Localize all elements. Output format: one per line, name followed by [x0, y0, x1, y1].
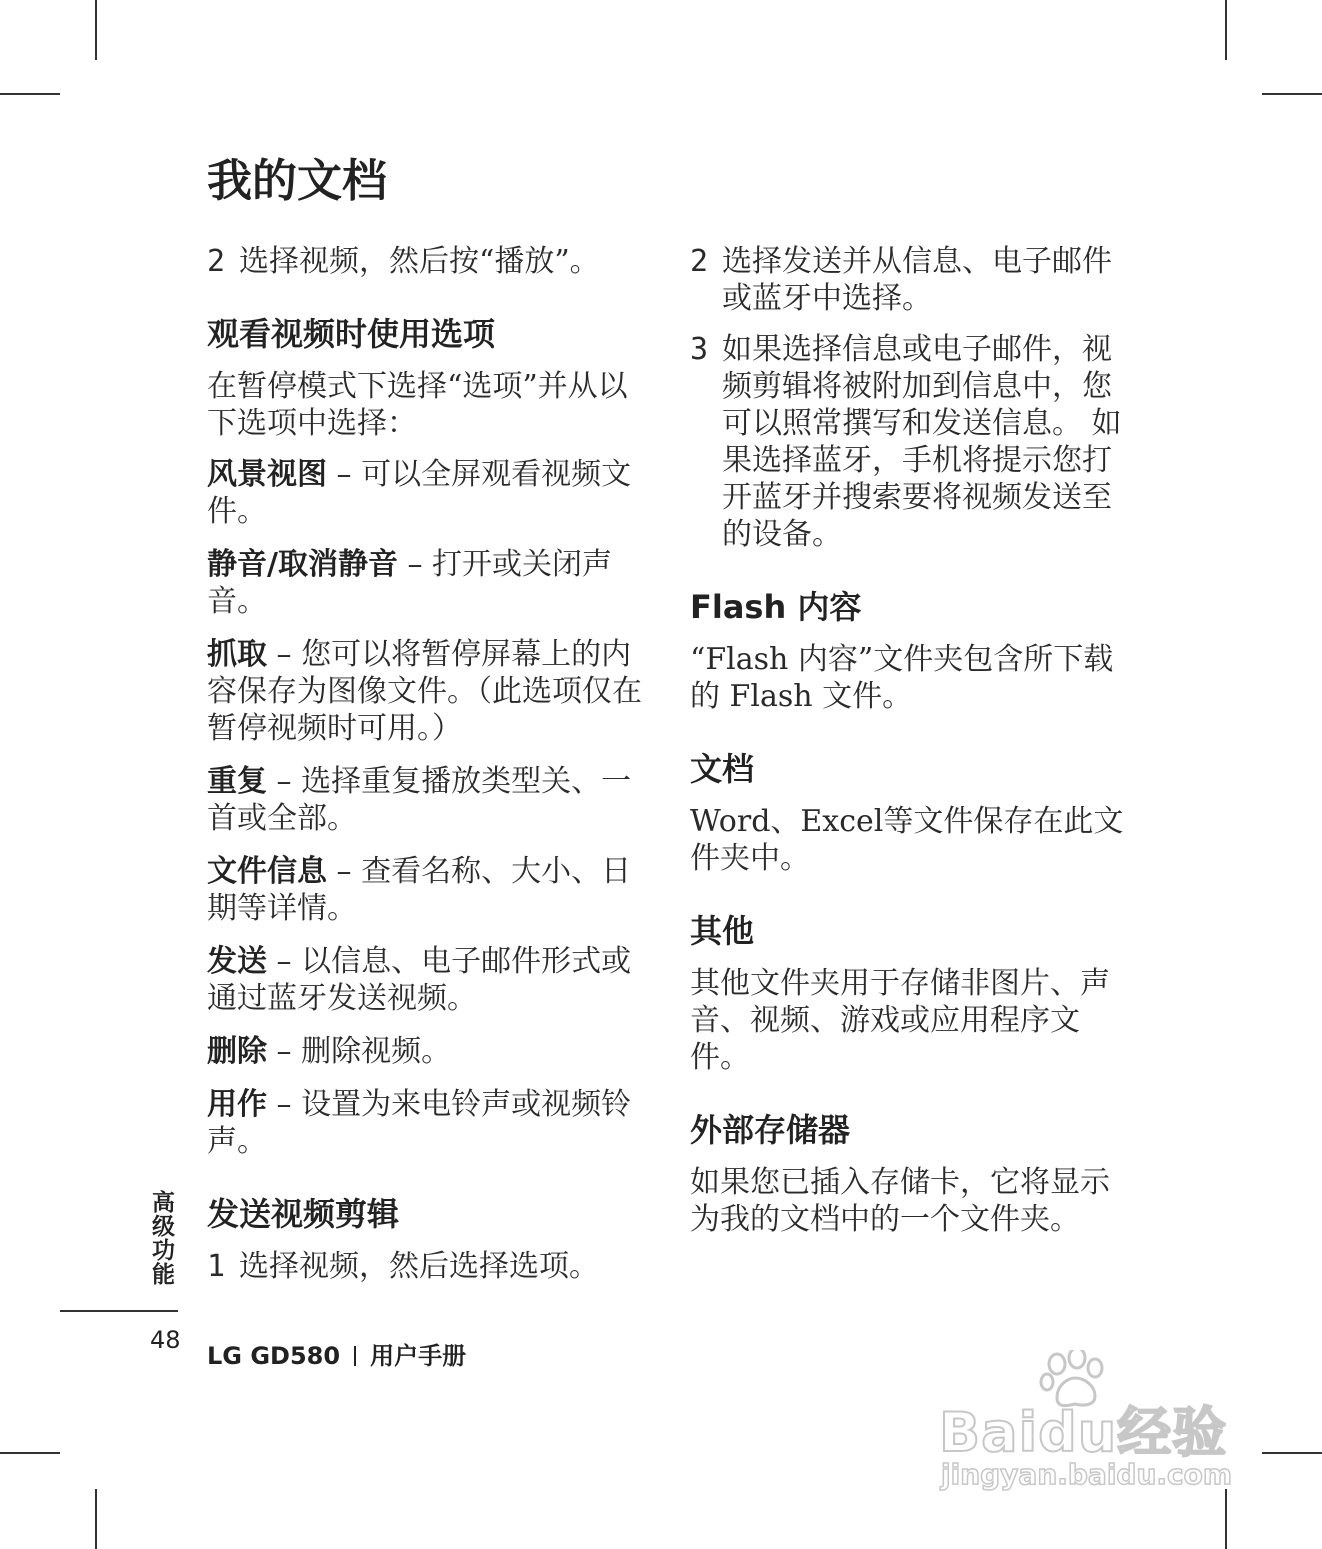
step-text: 选择视频，然后选择选项。: [239, 1249, 599, 1284]
option-desc: – 您可以将暂停屏幕上的内容保存为图像文件。（此选项仅在暂停视频时可用。）: [207, 637, 642, 746]
option-term: 抓取: [207, 637, 267, 672]
option-desc: – 删除视频。: [267, 1034, 452, 1069]
option-item: [207, 943, 652, 1017]
step-number: 3: [690, 332, 709, 367]
step-item: [690, 243, 1135, 317]
crop-mark: [0, 1452, 60, 1454]
section-body: 其他文件夹用于存储非图片、声音、视频、游戏或应用程序文件。: [690, 966, 1110, 1075]
option-term: 发送: [207, 944, 267, 979]
left-column: [207, 243, 652, 1299]
footer-manual: 用户手册: [370, 1342, 467, 1370]
section-heading: 文档: [690, 750, 755, 788]
option-item: [207, 546, 652, 620]
option-term: 删除: [207, 1034, 267, 1069]
crop-mark: [1225, 0, 1227, 60]
option-desc: – 打开或关闭声音。: [207, 547, 613, 619]
section-body: 如果您已插入存储卡，它将显示为我的文档中的一个文件夹。: [690, 1165, 1110, 1237]
section-intro: 在暂停模式下选择“选项”并从以下选项中选择：: [207, 369, 628, 441]
section-heading: 其他: [690, 912, 755, 950]
option-term: 风景视图: [207, 457, 327, 492]
option-desc: – 以信息、电子邮件形式或通过蓝牙发送视频。: [207, 944, 632, 1016]
watermark: [935, 1350, 1245, 1500]
option-item: [207, 636, 652, 747]
side-divider: [60, 1310, 178, 1312]
crop-mark: [0, 93, 60, 95]
chapter-side-label: 高级功能: [148, 1190, 174, 1286]
section-heading: Flash 内容: [690, 588, 862, 626]
section-body: “Flash 内容”文件夹包含所下载的 Flash 文件。: [690, 642, 1114, 714]
option-item: [207, 1086, 652, 1160]
crop-mark: [1262, 93, 1322, 95]
step-item: [690, 331, 1135, 553]
crop-mark: [1262, 1452, 1322, 1454]
watermark-brand: Baidu经验: [939, 1401, 1228, 1464]
footer-separator: [354, 1346, 356, 1366]
step-text: 如果选择信息或电子邮件，视频剪辑将被附加到信息中，您可以照常撰写和发送信息。 如果选择蓝牙，手机将提示您打开蓝牙并搜索要将视频发送至的设备。: [722, 332, 1122, 552]
option-term: 用作: [207, 1087, 267, 1122]
crop-mark: [95, 1489, 97, 1549]
watermark-url: jingyan.baidu.com: [941, 1458, 1233, 1491]
page-number: 48: [150, 1326, 181, 1354]
footer-model: LG GD580: [207, 1342, 341, 1370]
section-heading: 外部存储器: [690, 1111, 851, 1149]
option-item: [207, 1033, 652, 1070]
step-number: 2: [690, 244, 709, 279]
option-desc: – 查看名称、大小、日期等详情。: [207, 854, 632, 926]
option-item: [207, 763, 652, 837]
step-number: 1: [207, 1249, 226, 1284]
step-number: 2: [207, 244, 226, 279]
option-desc: – 选择重复播放类型关、一首或全部。: [207, 764, 632, 836]
step-text: 选择发送并从信息、电子邮件或蓝牙中选择。: [722, 244, 1112, 316]
step-item: [207, 243, 652, 280]
footer: [207, 1336, 466, 1371]
option-desc: – 可以全屏观看视频文件。: [207, 457, 632, 529]
option-item: [207, 456, 652, 530]
right-column: [690, 243, 1135, 1252]
option-term: 文件信息: [207, 854, 327, 889]
option-term: 静音/取消静音: [207, 547, 398, 582]
section-body: Word、Excel等文件保存在此文件夹中。: [690, 804, 1124, 876]
step-text: 选择视频，然后按“播放”。: [239, 244, 600, 279]
option-desc: – 设置为来电铃声或视频铃声。: [207, 1087, 632, 1159]
step-item: [207, 1248, 652, 1285]
crop-mark: [95, 0, 97, 60]
section-heading: 观看视频时使用选项: [207, 315, 496, 353]
page-title: 我的文档: [207, 154, 388, 207]
option-term: 重复: [207, 764, 267, 799]
option-item: [207, 853, 652, 927]
section-heading: 发送视频剪辑: [207, 1195, 400, 1233]
